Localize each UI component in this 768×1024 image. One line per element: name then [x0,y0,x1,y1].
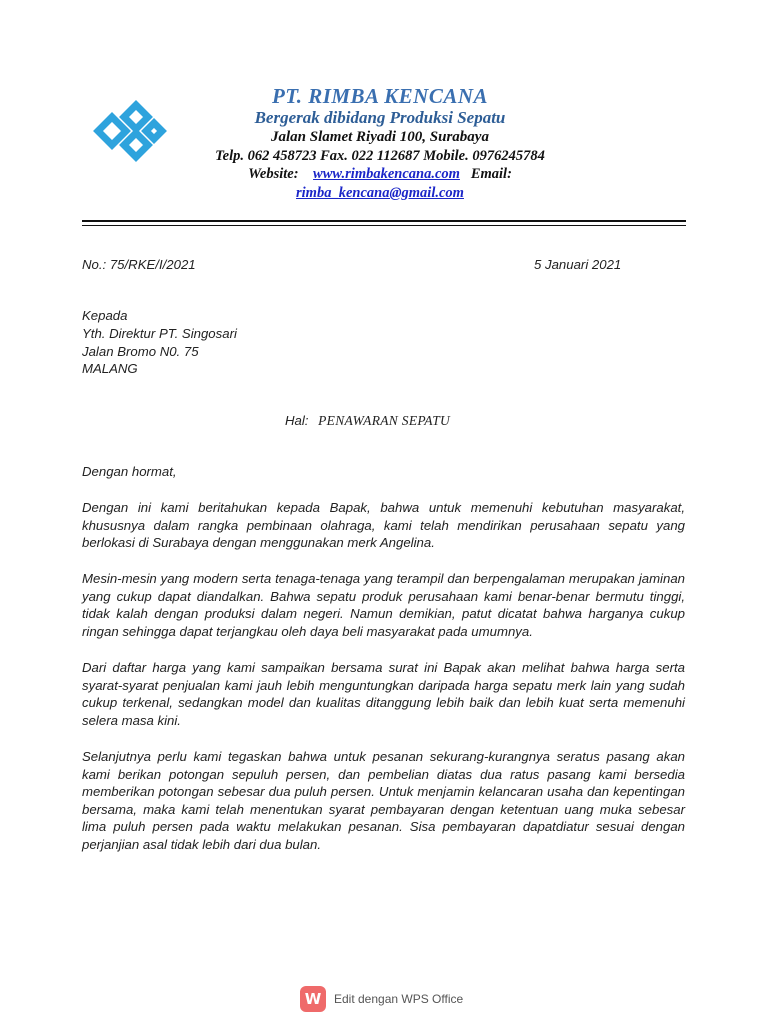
company-address: Jalan Slamet Riyadi 100, Surabaya [271,129,489,145]
body-paragraph: Dengan ini kami beritahukan kepada Bapak, bahwa untuk memenuhi kebutuhan masyarakat, khususnya dalam rangka pembinaan olahraga, kami telah mendirikan perusahaan sepatu yang berlokasi di Surabaya dengan menggunakan merk Angelina. [82,500,685,551]
recipient-line: Yth. Direktur PT. Singosari [82,325,237,341]
recipient-line: Jalan Bromo N0. 75 [82,343,199,359]
company-name: PT. RIMBA KENCANA [271,84,489,108]
salutation: Dengan hormat, [82,464,177,479]
company-tagline: Bergerak dibidang Produksi Sepatu [254,108,506,127]
contact-line: Telp. 062 458723 Fax. 022 112687 Mobile. 0976245784 [215,148,545,164]
body-paragraph: Dari daftar harga yang kami sampaikan bersama surat ini Bapak akan melihat bahwa harga serta syarat-syarat penjualan kami jauh lebih menguntungkan daripada harga sepatu merk lain yang sudah cukup terkenal, sedangkan model dan kualitas ditanggung lebih baik dan lebih kuat serta memenuhi selera masa kini. [82,660,685,728]
recipient-block [82,307,237,378]
subject-title: PENAWARAN SEPATU [318,413,451,428]
header-divider-thick [82,220,686,222]
body-paragraph: Mesin-mesin yang modern serta tenaga-tenaga yang terampil dan berpengalaman merupakan jaminan yang cukup dapat diandalkan. Bahwa sepatu produk perusahaan kami benar-benar bermutu tinggi, tidak kalah dengan produksi dalam negeri. Namun demikian, patut dicatat bahwa harganya cukup ringan sehingga dapat terjangkau oleh daya beli masyarakat pada umumnya. [82,571,685,639]
email-row [180,185,580,202]
recipient-line: MALANG [82,361,138,377]
subject-line [285,413,450,429]
body-paragraph: Selanjutnya perlu kami tegaskan bahwa untuk pesanan sekurang-kurangnya seratus pasang akan kami berikan potongan sepuluh persen, dan pembelian diatas dua ratus pasang kami bersedia memberikan potongan sebesar dua puluh persen. Untuk menjamin kelancaran usaha dan kepentingan bersama, maka kami telah menentukan syarat pembayaran dengan ketentuan uang muka sebesar lima puluh persen pada waktu melakukan pesanan. Sisa pembayaran dapatdiatur sesuai dengan perjanjian asal tidak lebih dari dua bulan. [82,749,685,852]
email-link[interactable]: rimba_kencana@gmail.com [296,185,464,201]
letter-date: 5 Januari 2021 [534,257,622,272]
wps-edit-footer[interactable] [300,985,463,1013]
wps-edit-label: Edit dengan WPS Office [334,992,464,1006]
wps-office-icon: W [300,986,326,1012]
subject-label: Hal: [285,413,309,428]
website-label: Website: [248,166,299,182]
header-divider-thin [82,225,686,226]
letter-number: No.: 75/RKE/I/2021 [82,257,196,272]
website-row [180,166,580,183]
recipient-line: Kepada [82,308,128,323]
company-logo-icon [92,100,170,162]
email-label: Email: [470,166,512,182]
website-link[interactable]: www.rimbakencana.com [313,166,460,182]
